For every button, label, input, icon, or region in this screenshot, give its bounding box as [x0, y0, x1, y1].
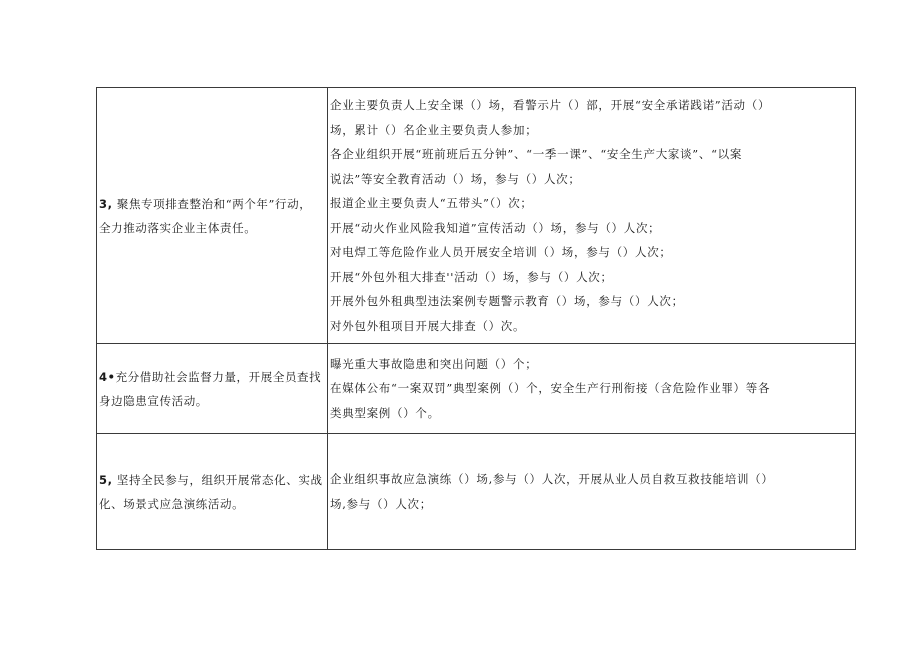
task-cell — [97, 344, 328, 434]
detail-line: 报道企业主要负责人“五带头”（）次； — [330, 196, 533, 210]
task-table — [96, 87, 856, 550]
detail-line: 类典型案例（）个。 — [330, 405, 440, 420]
table-row — [97, 344, 856, 434]
detail-line: 场,参与（）人次； — [330, 496, 432, 511]
detail-line: 企业主要负责人上安全课（）场，看警示片（）部，开展“安全承诺践诺”活动（） — [330, 98, 771, 112]
detail-line: 曝光重大事故隐患和突出问题（）个； — [330, 356, 538, 371]
task-text: 坚持全民参与，组织开展常态化、实战化、场景式应急演练活动。 — [99, 472, 323, 511]
detail-line: 在媒体公布“一案双罚”典型案例（）个，安全生产行刑衔接（含危险作业罪）等各 — [330, 381, 771, 396]
detail-cell — [328, 434, 856, 550]
detail-line: 开展“外包外租大排查''活动（）场，参与（）人次； — [330, 269, 613, 284]
detail-line: 开展“动火作业风险我知道”宣传活动（）场，参与（）人次； — [330, 220, 661, 235]
task-text: 充分借助社会监督力量，开展全员查找身边隐患宣传活动。 — [99, 369, 322, 408]
task-cell — [97, 434, 328, 550]
detail-line: 各企业组织开展“班前班后五分钟”、“一季一课”、“安全生产大家谈”、“以案 — [330, 147, 743, 161]
task-text: 聚焦专项排查整治和“两个年”行动，全力推动落实企业主体责任。 — [99, 196, 312, 235]
detail-cell — [328, 88, 856, 344]
detail-line: 对外包外租项目开展大排查（）次。 — [330, 318, 526, 333]
table-row — [97, 434, 856, 550]
detail-line: 说法”等安全教育活动（）场，参与（）人次； — [330, 171, 581, 186]
detail-line: 企业组织事故应急演练（）场,参与（）人次，开展从业人员自救互救技能培训（） — [330, 472, 774, 486]
detail-line: 场，累计（）名企业主要负责人参加； — [330, 122, 538, 137]
detail-cell — [328, 344, 856, 434]
task-number: 3, — [99, 196, 113, 211]
detail-line: 对电焊工等危险作业人员开展安全培训（）场，参与（）人次； — [330, 245, 672, 259]
task-number: 4• — [99, 369, 116, 384]
detail-line: 开展外包外租典型违法案例专题警示教育（）场，参与（）人次； — [330, 294, 684, 308]
table-row — [97, 88, 856, 344]
task-cell — [97, 88, 328, 344]
task-number: 5, — [99, 472, 113, 487]
